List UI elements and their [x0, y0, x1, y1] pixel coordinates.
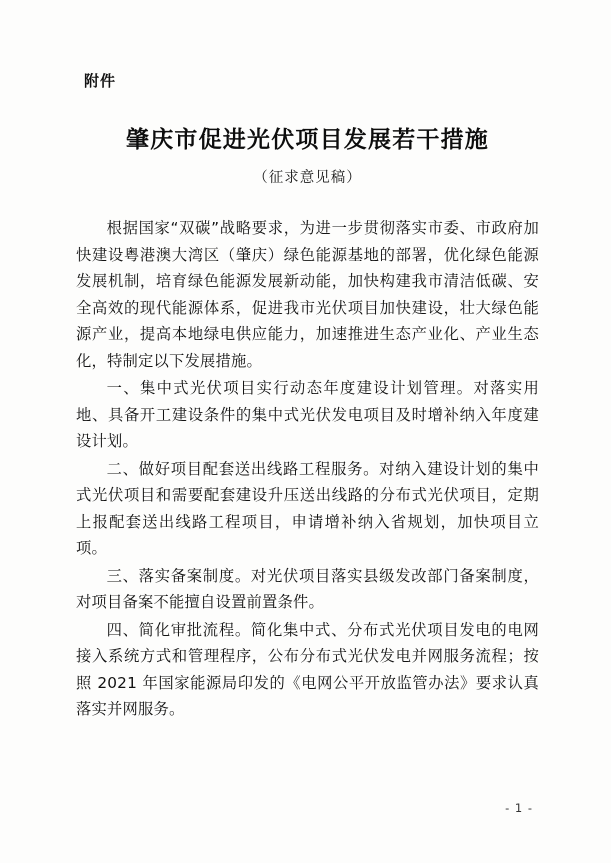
paragraph: 四、简化审批流程。简化集中式、分布式光伏项目发电的电网接入系统方式和管理程序，公布分布式光伏发电并网服务流程；按照 2021 年国家能源局印发的《电网公平开放监管办法》要求认真落实并网服务。	[76, 620, 539, 718]
paragraph: 根据国家“双碳”战略要求，为进一步贯彻落实市委、市政府加快建设粤港澳大湾区（肇庆）绿色能源基地的部署，优化绿色能源发展机制，培育绿色能源发展新动能，加快构建我市清洁低碳、安全高效的现代能源体系，促进我市光伏项目加快建设，壮大绿色能源产业，提高本地绿电供应能力，加速推进生态产业化、产业生态化，特制定以下发展措施。	[76, 219, 539, 370]
document-subtitle: （征求意见稿）	[253, 170, 362, 186]
attachment-label: 附件	[84, 72, 117, 90]
document-body	[76, 215, 539, 723]
paragraph: 二、做好项目配套送出线路工程服务。对纳入建设计划的集中式光伏项目和需要配套建设升压送出线路的分布式光伏项目，定期上报配套送出线路工程项目，申请增补纳入省规划，加快项目立项。	[76, 459, 539, 557]
paragraph: 三、落实备案制度。对光伏项目落实县级发改部门备案制度，对项目备案不能擅自设置前置条件。	[76, 566, 539, 611]
page-title: 肇庆市促进光伏项目发展若干措施	[126, 127, 489, 153]
paragraph: 一、集中式光伏项目实行动态年度建设计划管理。对落实用地、具备开工建设条件的集中式光伏发电项目及时增补纳入年度建设计划。	[76, 379, 539, 450]
page-number: - 1 -	[505, 801, 533, 815]
